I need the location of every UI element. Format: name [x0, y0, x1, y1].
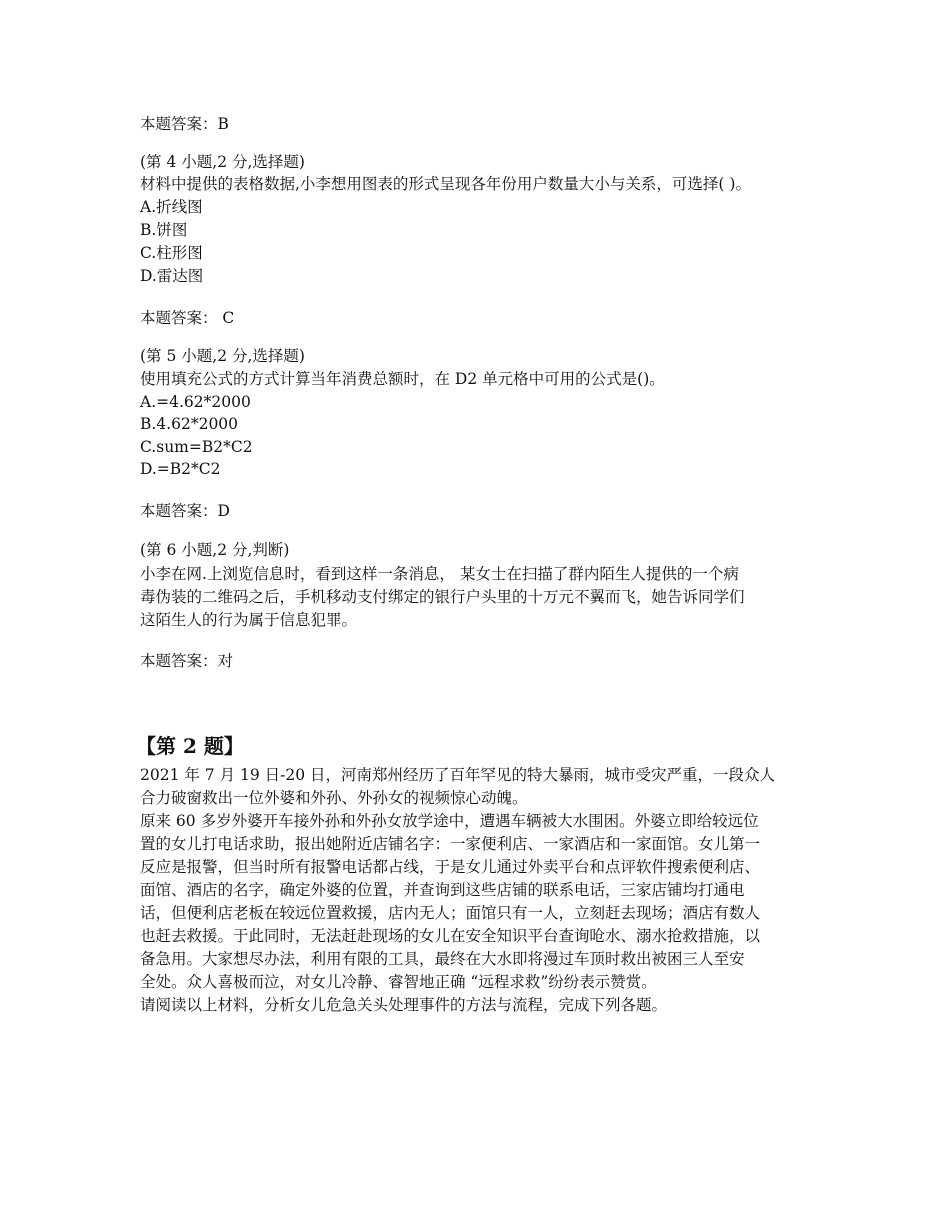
q4-stem: 材料中提供的表格数据,小李想用图表的形式呈现各年份用户数量大小与关系，可选择( )。: [140, 175, 751, 193]
q5-option-d: D.=B2*C2: [140, 460, 221, 478]
section-2-title: 【第 2 题】: [136, 734, 244, 758]
section-2-line-2: 合力破窗救出一位外婆和外孙、外孙女的视频惊心动魄。: [140, 789, 528, 807]
q4-option-b: B.饼图: [140, 221, 188, 239]
q5-option-b: B.4.62*2000: [140, 415, 239, 433]
q5-option-a: A.=4.62*2000: [140, 393, 251, 411]
section-2-line-1: 2021 年 7 月 19 日-20 日，河南郑州经历了百年罕见的特大暴雨，城市受灾严重，一段众人: [140, 766, 776, 784]
q4-option-d: D.雷达图: [140, 267, 204, 285]
q5-meta: (第 5 小题,2 分,选择题): [140, 347, 305, 365]
q6-stem-line-3: 这陌生人的行为属于信息犯罪。: [140, 611, 358, 629]
section-2-line-7: 话，但便利店老板在较远位置救援，店内无人；面馆只有一人，立刻赶去现场；酒店有数人: [140, 904, 761, 922]
section-2-line-10: 全处。众人喜极而泣，对女儿冷静、睿智地正确 “远程求救”纷纷表示赞赏。: [140, 973, 657, 991]
q5-stem: 使用填充公式的方式计算当年消费总额时，在 D2 单元格中可用的公式是()。: [140, 370, 665, 388]
section-2-line-8: 也赶去救援。于此同时，无法赶赴现场的女儿在安全知识平台查询呛水、溺水抢救措施，以: [140, 927, 761, 945]
q6-stem-line-1: 小李在网.上浏览信息时，看到这样一条消息， 某女士在扫描了群内陌生人提供的一个病: [140, 565, 739, 583]
section-2-line-5: 反应是报警，但当时所有报警电话都占线，于是女儿通过外卖平台和点评软件搜索便利店、: [140, 858, 761, 876]
q4-answer: 本题答案： C: [140, 309, 235, 327]
section-2-line-9: 备急用。大家想尽办法，利用有限的工具，最终在大水即将漫过车顶时救出被困三人至安: [140, 950, 745, 968]
q5-answer: 本题答案：D: [140, 502, 230, 520]
q5-option-c: C.sum=B2*C2: [140, 438, 253, 456]
q6-answer: 本题答案：对: [140, 652, 234, 670]
section-2-line-4: 置的女儿打电话求助，报出她附近店铺名字：一家便利店、一家酒店和一家面馆。女儿第一: [140, 835, 761, 853]
q4-option-c: C.柱形图: [140, 244, 203, 262]
q4-option-a: A.折线图: [140, 198, 203, 216]
q6-stem-line-2: 毒伪装的二维码之后，手机移动支付绑定的银行户头里的十万元不翼而飞，她告诉同学们: [140, 588, 745, 606]
q3-answer: 本题答案：B: [140, 115, 229, 133]
section-2-line-11: 请阅读以上材料，分析女儿危急关头处理事件的方法与流程，完成下列各题。: [140, 996, 668, 1014]
q4-meta: (第 4 小题,2 分,选择题): [140, 153, 305, 171]
section-2-line-3: 原来 60 多岁外婆开车接外孙和外孙女放学途中，遭遇车辆被大水围困。外婆立即给较远位: [140, 812, 759, 830]
q6-meta: (第 6 小题,2 分,判断): [140, 541, 290, 559]
section-2-line-6: 面馆、酒店的名字，确定外婆的位置，并查询到这些店铺的联系电话，三家店铺均打通电: [140, 881, 745, 899]
